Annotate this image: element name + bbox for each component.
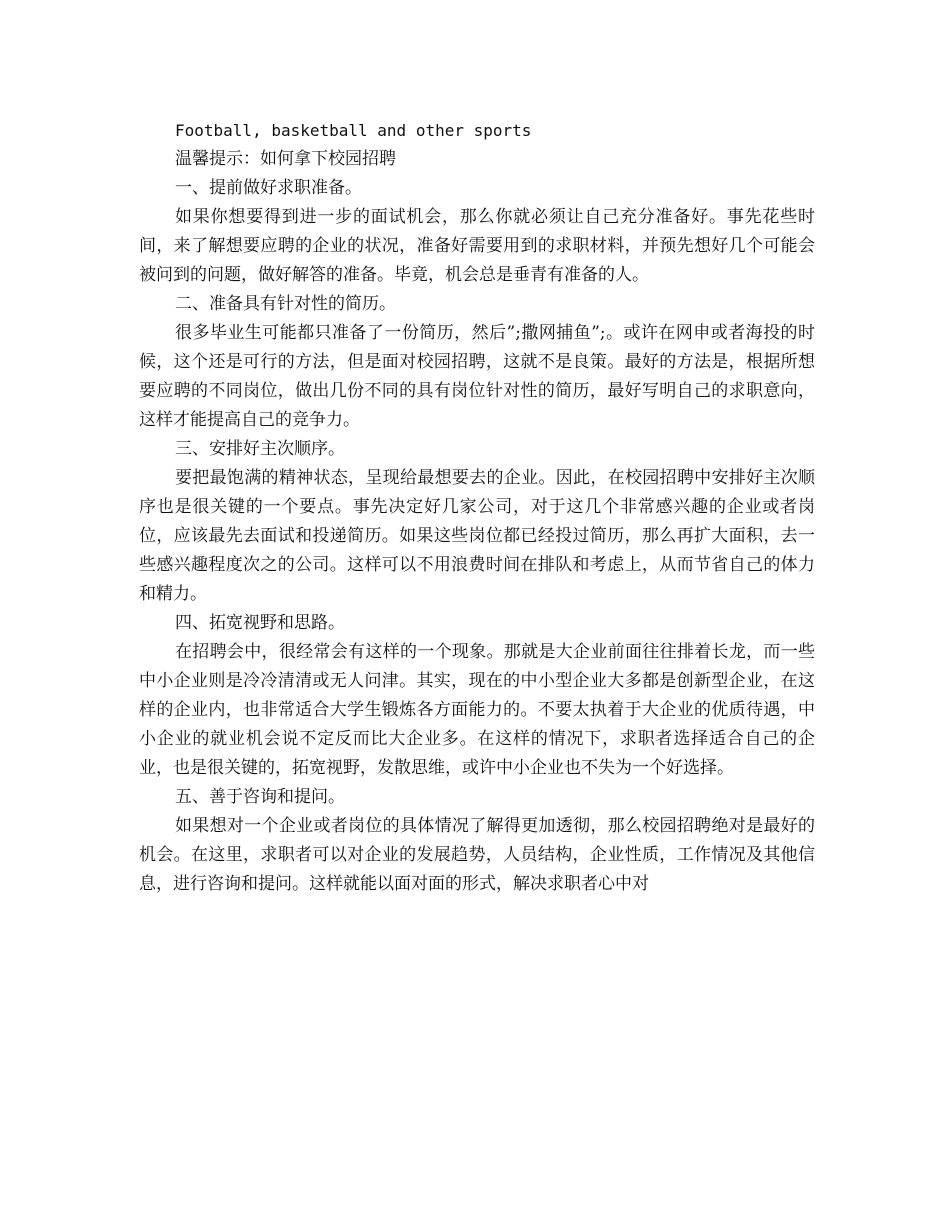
tip-title: 温馨提示：如何拿下校园招聘 <box>175 149 396 169</box>
section-heading: 四、拓宽视野和思路。 <box>175 613 345 633</box>
section-heading: 五、善于咨询和提问。 <box>175 787 345 807</box>
section-body: 如果想对一个企业或者岗位的具体情况了解得更加透彻，那么校园招聘绝对是最好的机会。在这里，求职者可以对企业的发展趋势，人员结构，企业性质，工作情况及其他信息，进行咨询和提问。这样就能以面对面的形式，解决求职者心中对 <box>139 816 815 894</box>
section-heading: 一、提前做好求职准备。 <box>175 178 362 198</box>
section-body: 在招聘会中，很经常会有这样的一个现象。那就是大企业前面往往排着长龙，而一些中小企业则是冷冷清清或无人问津。其实，现在的中小型企业大多都是创新型企业，在这样的企业内，也非常适合大学生锻炼各方面能力的。不要太执着于大企业的优质待遇，中小企业的就业机会说不定反而比大企业多。在这样的情况下，求职者选择适合自己的企业，也是很关键的，拓宽视野，发散思维，或许中小企业也不失为一个好选择。 <box>139 642 815 778</box>
document-content <box>139 116 815 899</box>
section-body: 如果你想要得到进一步的面试机会，那么你就必须让自己充分准备好。事先花些时间，来了解想要应聘的企业的状况，准备好需要用到的求职材料，并预先想好几个可能会被问到的问题，做好解答的准备。毕竟，机会总是垂青有准备的人。 <box>139 207 815 285</box>
section-body: 很多毕业生可能都只准备了一份简历，然后”;撒网捕鱼”;。或许在网申或者海投的时候，这个还是可行的方法，但是面对校园招聘，这就不是良策。最好的方法是，根据所想要应聘的不同岗位，做出几份不同的具有岗位针对性的简历，最好写明自己的求职意向，这样才能提高自己的竞争力。 <box>139 323 815 430</box>
intro-line: Football, basketball and other sports <box>175 121 532 140</box>
section-heading: 二、准备具有针对性的简历。 <box>175 294 396 314</box>
section-body: 要把最饱满的精神状态，呈现给最想要去的企业。因此，在校园招聘中安排好主次顺序也是很关键的一个要点。事先决定好几家公司，对于这几个非常感兴趣的企业或者岗位，应该最先去面试和投递简历。如果这些岗位都已经投过简历，那么再扩大面积，去一些感兴趣程度次之的公司。这样可以不用浪费时间在排队和考虑上，从而节省自己的体力和精力。 <box>139 468 815 604</box>
section-heading: 三、安排好主次顺序。 <box>175 439 345 459</box>
